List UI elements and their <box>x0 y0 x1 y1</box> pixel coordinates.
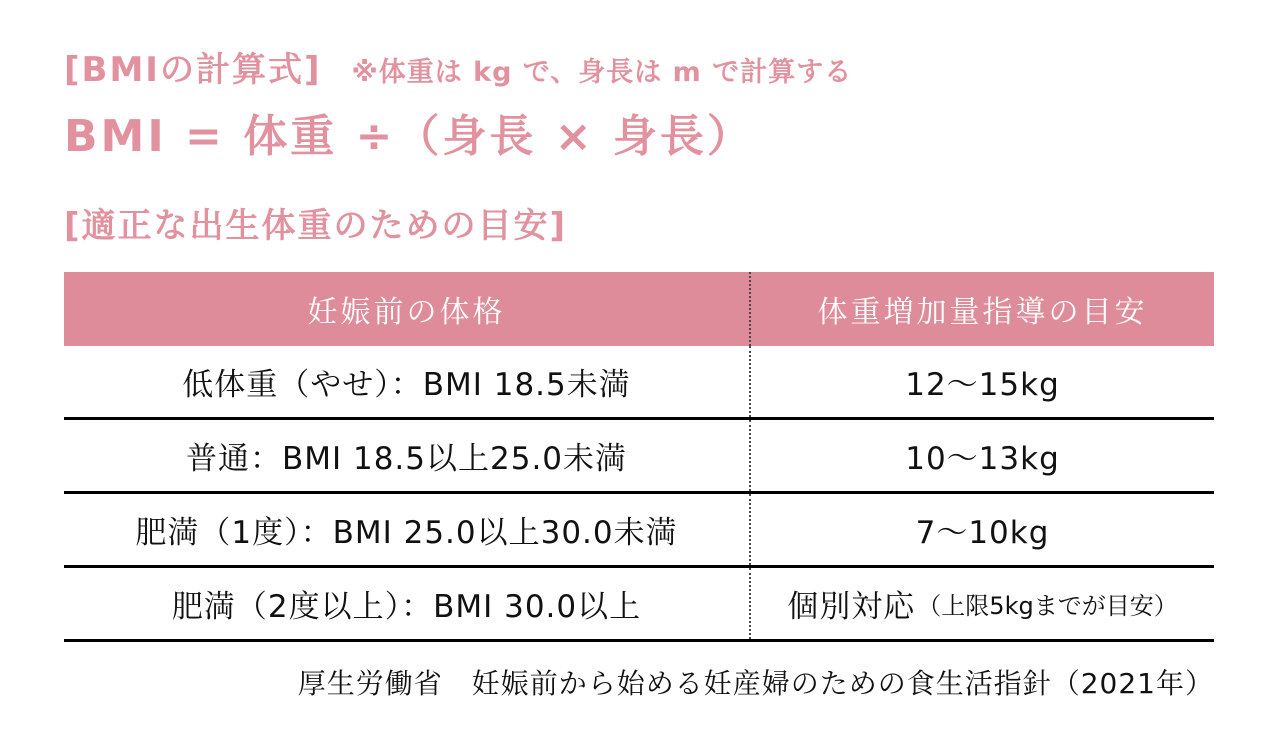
table-header-row <box>64 272 1214 346</box>
cell-category: 普通：BMI 18.5以上25.0未満 <box>185 441 628 477</box>
table-row <box>64 420 1214 494</box>
bmi-formula-section <box>64 42 852 91</box>
header-cell-category: 妊娠前の体格 <box>307 295 506 330</box>
cell-guide: 10〜13kg <box>749 420 1214 491</box>
cell-guide: 12〜15kg <box>749 346 1214 417</box>
cell-category: 肥満（2度以上）：BMI 30.0以上 <box>171 589 642 625</box>
weight-gain-guide-table <box>64 272 1214 642</box>
cell-guide-note: （上限5kgまでが目安） <box>917 592 1178 620</box>
table-row <box>64 568 1214 642</box>
bmi-formula: BMI = 体重 ÷（身長 × 身長） <box>64 111 754 162</box>
guide-section-heading: [適正な出生体重のための目安] <box>64 206 568 246</box>
bmi-section-heading: [BMIの計算式] <box>64 50 322 90</box>
table-row <box>64 346 1214 420</box>
source-citation: 厚生労働省 妊娠前から始める妊産婦のための食生活指針（2021年） <box>297 667 1214 700</box>
cell-category: 低体重（やせ）：BMI 18.5未満 <box>182 367 631 403</box>
table-row <box>64 494 1214 568</box>
cell-category: 肥満（1度）：BMI 25.0以上30.0未満 <box>135 515 678 551</box>
cell-guide <box>749 568 1214 639</box>
header-cell-guide: 体重増加量指導の目安 <box>749 272 1214 346</box>
bmi-unit-note: ※体重は kg で、身長は m で計算する <box>351 57 853 88</box>
cell-guide: 7〜10kg <box>749 494 1214 565</box>
cell-guide-main: 個別対応 <box>787 589 916 625</box>
